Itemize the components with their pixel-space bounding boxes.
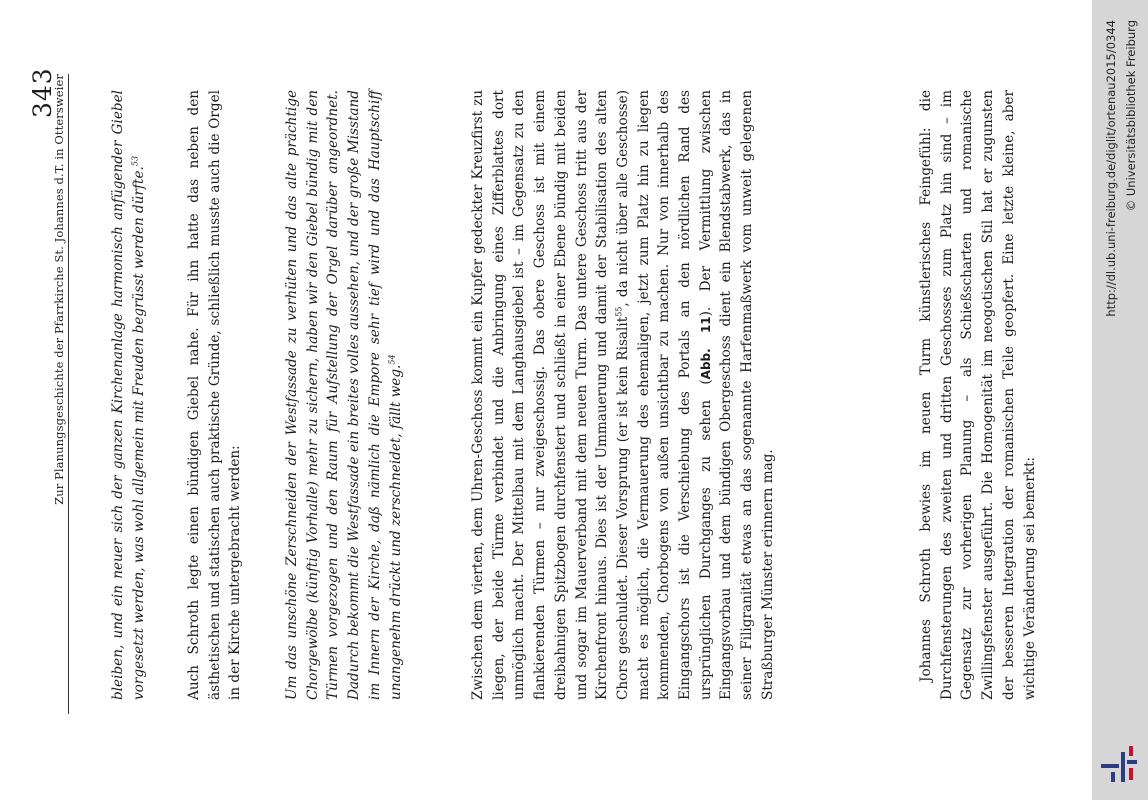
running-title: Zur Planungsgeschichte der Pfarrkirche St. Johannes d.T. in Ottersweier (52, 74, 66, 505)
paragraph-2-part-b: , da nicht über alle Geschosse) macht es möglich, die Vermauerung des ehemaligen, jetzt zum Platz hin zu liegen kommenden, Chorbogens von außen unsichtbar zu machen. Nur von innerhalb des Eingangschors ist die Verschiebung des Portals an den nördlichen Rand des ursprünglichen Durchganges zu sehen ( (614, 89, 714, 700)
paragraph-2-part-a: Zwischen dem vierten, dem Uhren-Geschoss kommt ein Kupfer gedeckter Kreuzfirst zu liegen, der beide Türme verbindet und die Anbringung eines Zifferblattes dort unmöglich macht. Der Mittelbau mit dem Langhausgiebel ist – im Gegensatz zu den flankierenden Türmen – nur zweigeschossig. Das obere Geschoss ist mit einem dreibahnigen Spitzbogen durchfenstert und schließt in einer Ebene bündig mit beiden und sogar im Mauerverband mit dem neuen Turm. Das untere Geschoss tritt aus der Kirchenfront hinaus. Dies ist der Ummauerung und damit der Stabilisation des alten Chors geschuldet. Dieser Vorsprung (er ist kein Risalit (470, 90, 631, 700)
university-library-logo-icon (1099, 742, 1139, 786)
page-number: 343 (28, 67, 57, 118)
quote-1-text: bleiben, und ein neuer sich der ganzen Kirchenanlage harmonisch anfügender Giebel vorgesetzt werden, was wohl allgemein mit Freuden begrüsst werden dürfte. (110, 90, 147, 700)
logo-blue-bar-bottom (1111, 772, 1115, 782)
paragraph-2 (468, 90, 779, 700)
source-url-link[interactable]: http://dl.ub.uni-freiburg.de/diglit/ortenau2015/0344 (1104, 20, 1118, 317)
logo-blue-bar-right (1127, 760, 1137, 764)
footnote-ref-55: 55 (614, 306, 624, 317)
paragraph-1: Auch Schroth legte einen bündigen Giebel nahe. Für ihn hatte das neben den ästhetischen und statischen auch praktische Gründe, schließlich musste auch die Orgel in der Kirche untergebracht werden: (186, 90, 244, 700)
logo-red-bar-bottom (1129, 768, 1133, 780)
running-header (44, 74, 66, 714)
footnote-ref-54: 54 (386, 354, 396, 365)
paragraph-3-text: Johannes Schroth bewies im neuen Turm künstlerisches Feingefühl: die Durchfensterungen des zweiten und dritten Geschosses zum Platz hin sind – im Gegensatz zur vorherigen Planung – als Schießscharten und romanische Zwillingsfenster ausgeführt. Die Homogenität im neogotischen Stil hat er zugunsten der besseren Integration der romanischen Teile geopfert. Eine letzte kleine, aber wichtige Veränderung sei bemerkt: (918, 90, 1038, 700)
paragraph-2-part-c: ). Der Vermittlung zwischen Eingangsvorbau und dem bündigen Obergeschoss dient ein Blendstabwerk, das in seiner Filigranität etwas an das sogenannte Harfenmaßwerk vom unweit gelegenen Straßburger Münster erinnern mag. (697, 89, 776, 700)
library-sidebar (1092, 0, 1148, 800)
logo-red-bar-top (1129, 746, 1133, 756)
block-quote-2 (282, 74, 406, 700)
copyright-notice: © Universitätsbibliothek Freiburg (1124, 20, 1138, 212)
logo-blue-bar-center (1121, 752, 1125, 782)
footnote-ref-53: 53 (130, 155, 140, 167)
quote-2-text: Um das unschöne Zerschneiden der Westfassade zu verhüten und das alte prächtige Chorgewölbe (künftig Vorhalle) mehr zu sichern, haben wir den Giebel bündig mit den Türmen vorgezogen und den Raum für Aufstellung der Orgel darüber angeordnet. Dadurch bekommt die Westfassade ein breites volles aussehen, und der große Misstand im Innern der Kirche, daß nämlich die Empore sehr tief wird und das Hauptschiff unangenehm drückt und zerschneidet, fällt weg. (284, 90, 404, 700)
block-quote-1 (108, 74, 149, 700)
figure-reference: Abb. 11 (698, 316, 713, 380)
sidebar-content (1092, 0, 1148, 800)
logo-blue-bar-left (1101, 764, 1119, 768)
header-rule (68, 74, 69, 714)
paragraph-3 (916, 90, 1040, 700)
